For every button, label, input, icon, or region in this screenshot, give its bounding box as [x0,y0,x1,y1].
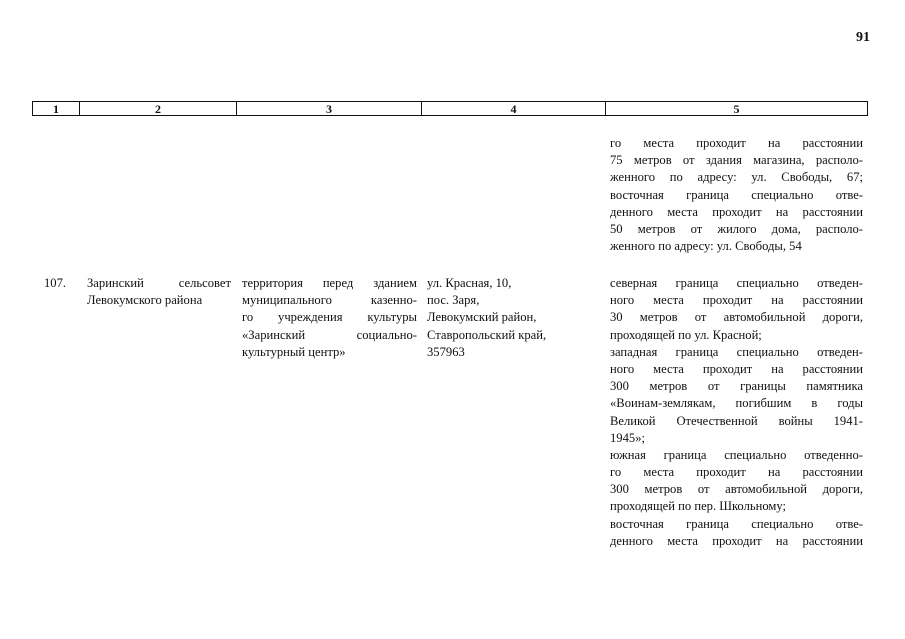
text-line: денного места проходит на расстоянии [610,533,863,548]
text-line: «Воинам-землякам, погибшим в годы [610,396,863,411]
text-line: территория перед зданием [242,276,417,290]
text-line: 357963 [427,344,465,359]
text-line: проходящей по пер. Школьному; [610,499,786,514]
text-line: культурный центр» [242,344,346,359]
row-address [427,275,597,361]
text-line: женного по адресу: ул. Свободы, 54 [610,239,802,254]
text-line: го учреждения культуры [242,310,417,325]
text-line: восточная граница специально отве- [610,187,863,202]
text-line: «Заринский социально- [242,327,417,342]
text-line: ул. Красная, 10, [427,276,512,290]
text-line: Ставропольский край, [427,327,547,342]
header-cell-4: 4 [422,102,606,115]
text-line: Левокумский район, [427,310,537,325]
text-line: Левокумского района [87,293,203,308]
text-line: 300 метров от границы памятника [610,379,863,394]
text-line: Великой Отечественной войны 1941- [610,413,863,428]
text-line: 30 метров от автомобильной дороги, [610,310,863,325]
page-number: 91 [856,30,870,45]
text-line: 50 метров от жилого дома, располо- [610,221,863,236]
text-line: денного места проходит на расстоянии [610,204,863,219]
text-line: го места проходит на расстоянии [610,136,863,150]
header-cell-1: 1 [33,102,80,115]
row-name [87,275,231,309]
text-line: южная граница специально отведенно- [610,447,863,462]
text-line: ного места проходит на расстоянии [610,361,863,376]
row-number: 107. [44,276,67,290]
continuation-boundary-text [610,135,863,255]
text-line: восточная граница специально отве- [610,516,863,531]
header-cell-2: 2 [80,102,237,115]
text-line: женного по адресу: ул. Свободы, 67; [610,170,863,185]
text-line: западная граница специально отведен- [610,344,863,359]
row-territory [242,275,417,361]
text-line: 1945»; [610,430,645,445]
header-cell-3: 3 [237,102,422,115]
text-line: Заринский сельсовет [87,276,231,290]
header-cell-5: 5 [733,102,740,116]
text-line: северная граница специально отведен- [610,276,863,290]
text-line: проходящей по ул. Красной; [610,327,762,342]
text-line: пос. Заря, [427,293,480,308]
text-line: 75 метров от здания магазина, располо- [610,153,863,168]
text-line: муниципального казенно- [242,293,417,308]
text-line: ного места проходит на расстоянии [610,293,863,308]
text-line: 300 метров от автомобильной дороги, [610,482,863,497]
table-header-row [32,101,868,116]
text-line: го места проходит на расстоянии [610,465,863,480]
row-boundary-text [610,275,863,550]
